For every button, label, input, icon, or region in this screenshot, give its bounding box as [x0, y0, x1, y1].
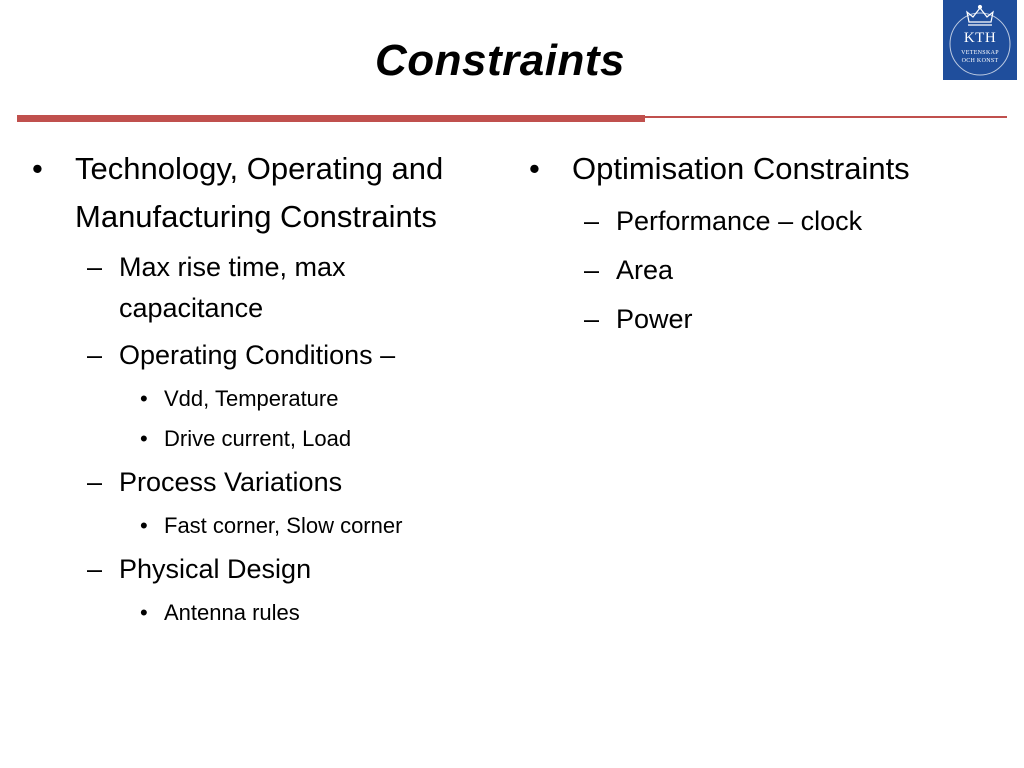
- sub-sub-item: [30, 509, 450, 543]
- bullet-dot-icon: •: [529, 151, 540, 186]
- sub-item-process-variations: [30, 462, 450, 503]
- sub-item-text: Max rise time, max capacitance: [119, 252, 346, 323]
- sub-item-text: Area: [616, 255, 674, 285]
- title-underline-thin: [645, 116, 1007, 118]
- logo-motto-line2: OCH KONST: [961, 58, 999, 64]
- title-underline-thick: [17, 115, 645, 122]
- sub-sub-item: [30, 382, 450, 416]
- dash-icon: –: [87, 340, 103, 370]
- sub-sub-item: [30, 422, 450, 456]
- logo-motto-line1: VETENSKAP: [961, 50, 999, 56]
- sub-item-text: Performance – clock: [616, 206, 863, 236]
- kth-logo: [943, 0, 1017, 80]
- sub-item-text: Process Variations: [119, 467, 343, 497]
- bullet-dot-icon: •: [140, 386, 148, 411]
- bullet-text: Optimisation Constraints: [572, 151, 910, 186]
- logo-name: KTH: [963, 30, 997, 46]
- dash-icon: –: [87, 467, 103, 497]
- bullet-optimisation-constraints: [527, 145, 997, 193]
- sub-item-text: Operating Conditions –: [119, 340, 396, 370]
- sub-item-rise-time: [30, 247, 450, 329]
- bullet-dot-icon: •: [32, 151, 43, 186]
- sub-sub-item: [30, 596, 450, 630]
- sub-sub-item-text: Fast corner, Slow corner: [164, 513, 403, 538]
- sub-item-power: [527, 299, 997, 340]
- dash-icon: –: [584, 206, 600, 236]
- bullet-text: Technology, Operating and Manufacturing Constraints: [75, 151, 444, 234]
- dash-icon: –: [87, 252, 103, 282]
- dash-icon: –: [87, 554, 103, 584]
- bullet-dot-icon: •: [140, 426, 148, 451]
- bullet-technology-constraints: [30, 145, 450, 241]
- sub-sub-item-text: Vdd, Temperature: [164, 386, 339, 411]
- sub-sub-item-text: Drive current, Load: [164, 426, 352, 451]
- sub-sub-item-text: Antenna rules: [164, 600, 300, 625]
- sub-item-physical-design: [30, 549, 450, 590]
- sub-item-operating-conditions: [30, 335, 450, 376]
- sub-item-text: Power: [616, 304, 693, 334]
- dash-icon: –: [584, 304, 600, 334]
- sub-item-area: [527, 250, 997, 291]
- bullet-dot-icon: •: [140, 600, 148, 625]
- left-column: [30, 145, 450, 630]
- slide-title: Constraints: [375, 36, 625, 85]
- dash-icon: –: [584, 255, 600, 285]
- sub-item-text: Physical Design: [119, 554, 312, 584]
- sub-item-performance: [527, 201, 997, 242]
- right-column: [527, 145, 997, 340]
- bullet-dot-icon: •: [140, 513, 148, 538]
